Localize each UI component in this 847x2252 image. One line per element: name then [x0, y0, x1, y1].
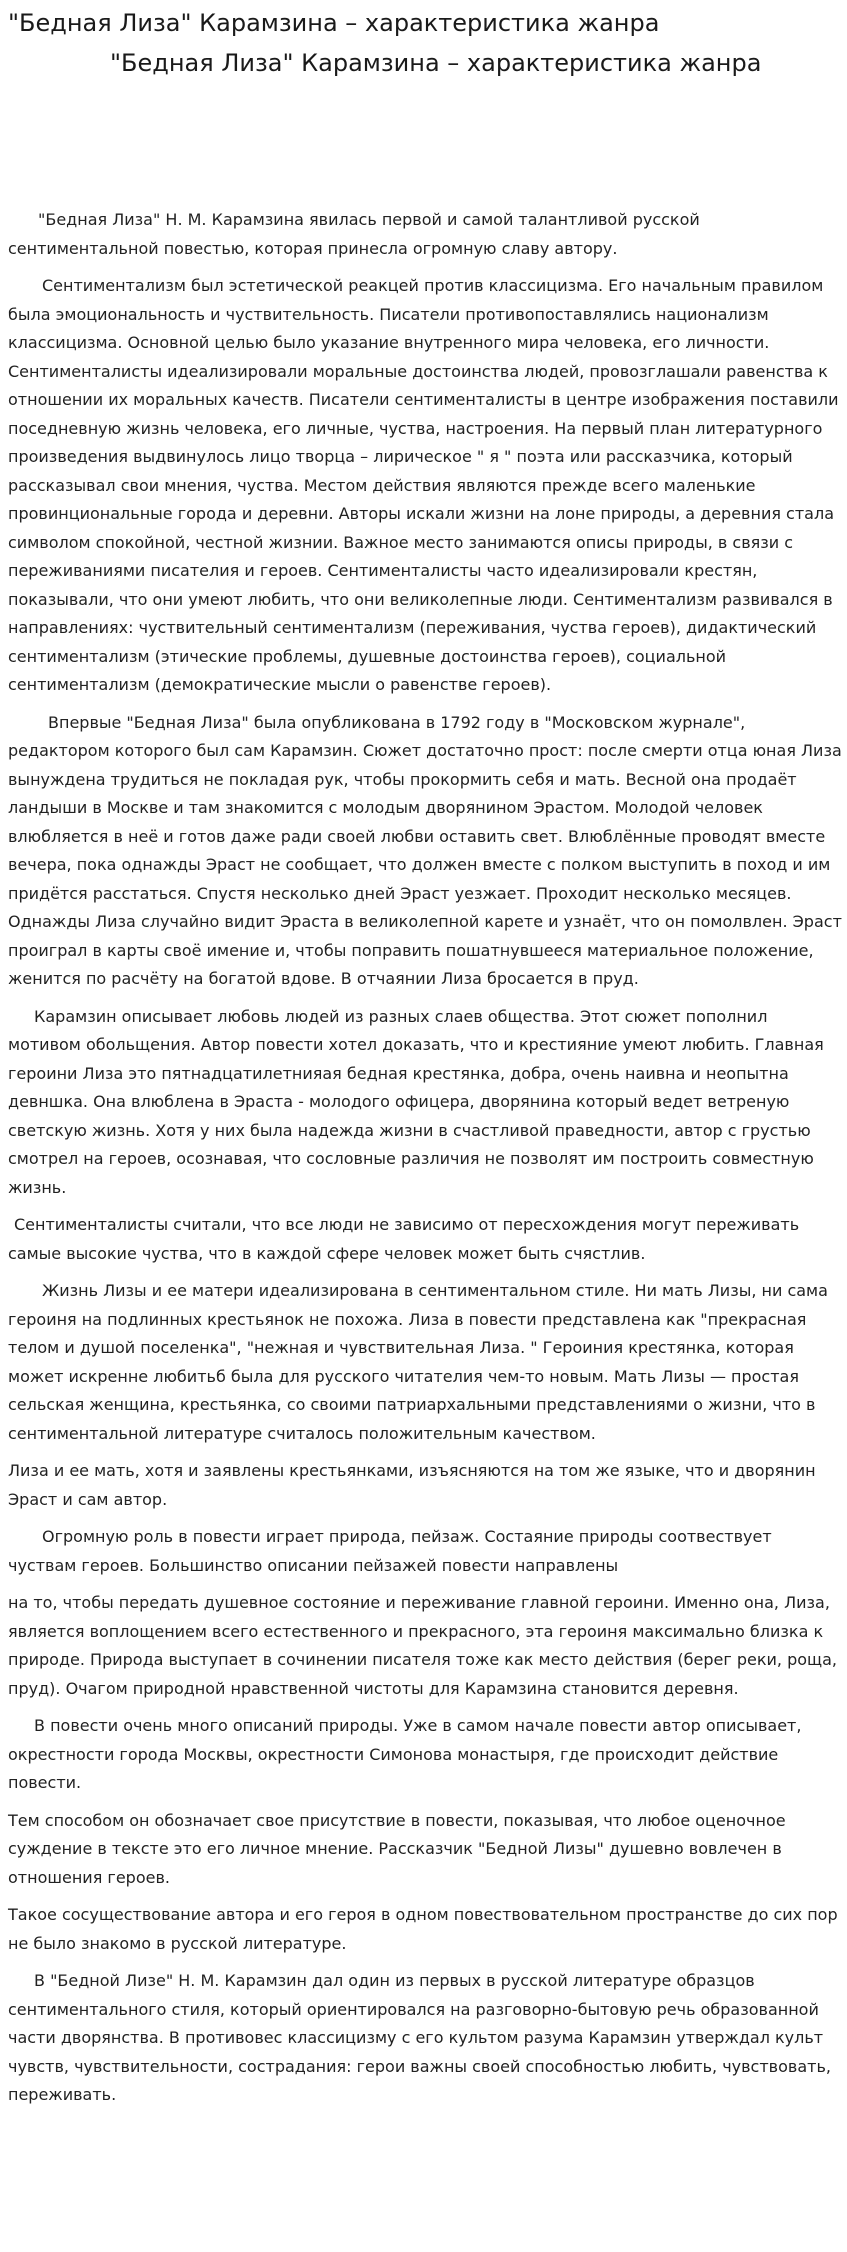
paragraph-intro: "Бедная Лиза" Н. М. Карамзина явилась первой и самой талантливой русской сентиментальной повестью, которая принесла огромную славу автору. [8, 210, 700, 258]
paragraph-nature-cont: на то, чтобы передать душевное состояние и переживание главной героини. Именно она, Лиза, является воплощением всего естественного и прекрасного, эта героиня максимально близка к природе. Природа выступает в сочинении писателя тоже как место действия (берег реки, роща, пруд). Очагом природной нравственной чистоты для Карамзина становится деревня. [8, 1593, 837, 1698]
page-title: "Бедная Лиза" Карамзина – характеристика жанра [110, 49, 762, 77]
paragraph-language: Лиза и ее мать, хотя и заявлены крестьянками, изъясняются на том же языке, что и дворянин Эраст и сам автор. [8, 1461, 816, 1509]
paragraph-narrator: Тем способом он обозначает свое присутствие в повести, показывая, что любое оценочное суждение в тексте это его личное мнение. Рассказчик "Бедной Лизы" душевно вовлечен в отношения героев. [8, 1810, 786, 1887]
paragraph-nature: Огромную роль в повести играет природа, пейзаж. Состаяние природы соотвествует чуствам героев. Большинство описании пейзажей повести направлены [8, 1527, 772, 1575]
paragraph-conclusion: В "Бедной Лизе" Н. М. Карамзин дал один из первых в русской литературе образцов сентиментального стиля, который ориентировался на разговорно-бытовую речь образованной части дворянства. В противовес классицизму с его культом разума Карамзин утверждал культ чувств, чувствительности, сострадания: герои важны своей способностью любить, чувствовать, переживать. [8, 1971, 831, 2104]
page-title-top: "Бедная Лиза" Карамзина – характеристика жанра [8, 9, 660, 37]
paragraph-love: Карамзин описывает любовь людей из разных слаев общества. Этот сюжет пополнил мотивом обольщения. Автор повести хотел доказать, что и крестияние умеют любить. Главная героини Лиза это пятнадцатилетнияая бедная крестянка, добра, очень наивна и неопытна девншка. Она влюблена в Эраста - молодого офицера, дворянина который ведет ветреную светскую жизнь. Хотя у них была надежда жизни в счастливой праведности, автор с грустью смотрел на героев, осознавая, что сословные различия не позволят им построить совместную жизнь. [8, 1006, 824, 1197]
paragraph-sentimentalism: Сентиментализм был эстетической реакцей против классицизма. Его начальным правилом была эмоциональность и чуствительность. Писатели противопоставлялись национализм классицизма. Основной целью было указание внутренного мира человека, его личности. Сентименталисты идеализировали моральные достоинства людей, провозглашали равенства к отношении их моральных качеств. Писатели сентименталисты в центре изображения поставили поседневную жизнь человека, его личные, чуства, настроения. На первый план литературного произведения выдвинулось лицо творца – лирическое " я " поэта или рассказчика, который рассказывал свои мнения, чуства. Местом действия являются прежде всего маленькие провинциональные города и деревни. Авторы искали жизни на лоне природы, а деревния стала символом спокойной, честной жизнии. Важное место занимаются описы природы, в связи с переживаниями писателия и героев. Сентименталисты часто идеализировали крестян, показывали, что они умеют любить, что они великолепные люди. Сентиментализм развивался в направлениях: чуствительный сентиментализм (переживания, чуства героев), дидактический сентиментализм (этические проблемы, душевные достоинства героев), социальной сентиментализм (демократические мысли о равенстве героев). [8, 276, 839, 694]
paragraph-coexistence: Такое сосуществование автора и его героя в одном повествовательном пространстве до сих пор не было знакомо в русской литературе. [8, 1905, 838, 1953]
paragraph-descriptions: В повести очень много описаний природы. Уже в самом начале повести автор описывает, окрестности города Москвы, окрестности Симонова монастыря, где происходит действие повести. [8, 1716, 802, 1792]
article-body [8, 206, 844, 2119]
paragraph-liza-life: Жизнь Лизы и ее матери идеализирована в сентиментальном стиле. Ни мать Лизы, ни сама героиня на подлинных крестьянок не похожа. Лиза в повести представлена как "прекрасная телом и душой поселенка", "нежная и чувствительная Лиза. " Героиния крестянка, которая может искренне любитьб была для русского читателия чем-то новым. Мать Лизы — простая сельская женщина, крестьянка, со своими патриархальными представлениями о жизни, что в сентиментальной литературе считалось положительным качеством. [8, 1281, 828, 1443]
paragraph-feelings: Сентименталисты считали, что все люди не зависимо от пересхождения могут переживать самые высокие чуства, что в каждой сфере человек может быть счястлив. [8, 1215, 800, 1263]
paragraph-plot: Впервые "Бедная Лиза" была опубликована в 1792 году в "Московском журнале", редактором которого был сам Карамзин. Сюжет достаточно прост: после смерти отца юная Лиза вынуждена трудиться не покладая рук, чтобы прокормить себя и мать. Весной она продаёт ландыши в Москве и там знакомится с молодым дворянином Эрастом. Молодой человек влюбляется в неё и готов даже ради своей любви оставить свет. Влюблённые проводят вместе вечера, пока однажды Эраст не сообщает, что должен вместе с полком выступить в поход и им придётся расстаться. Спустя несколько дней Эраст уезжает. Проходит несколько месяцев. Однажды Лиза случайно видит Эраста в великолепной карете и узнаёт, что он помолвлен. Эраст проиграл в карты своё имение и, чтобы поправить пошатнувшееся материальное положение, женится по расчёту на богатой вдове. В отчаянии Лиза бросается в пруд. [8, 712, 842, 988]
